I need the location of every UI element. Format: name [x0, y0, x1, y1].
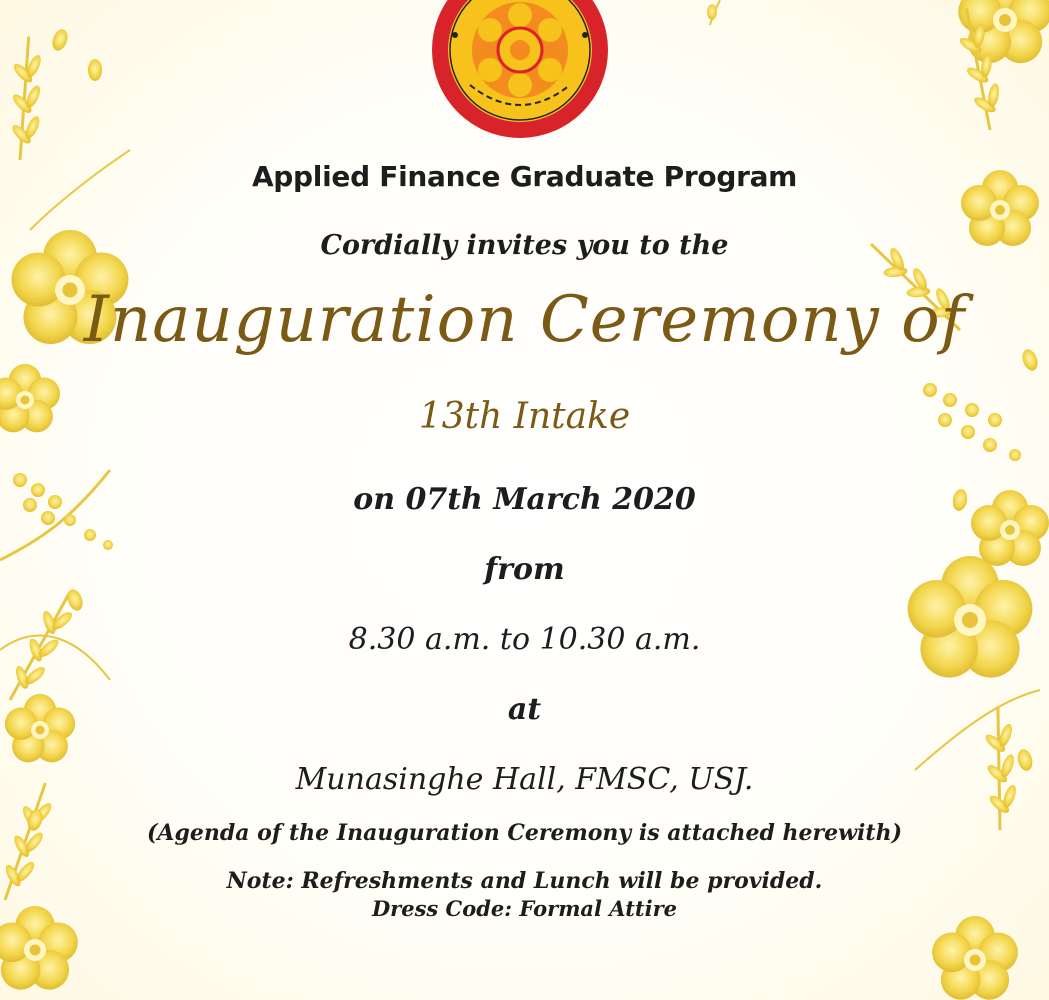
refreshments-note: Note: Refreshments and Lunch will be provided.	[226, 868, 823, 894]
event-date: on 07th March 2020	[353, 482, 696, 517]
agenda-note: (Agenda of the Inauguration Ceremony is attached herewith)	[147, 820, 902, 846]
event-venue: Munasinghe Hall, FMSC, USJ.	[295, 762, 754, 797]
university-seal-icon	[430, 0, 610, 145]
program-name: Applied Finance Graduate Program	[251, 160, 798, 193]
event-title: Inauguration Ceremony of	[83, 283, 966, 357]
intake-label: 13th Intake	[418, 396, 631, 437]
dress-code: Dress Code: Formal Attire	[371, 896, 678, 921]
from-label: from	[484, 552, 565, 587]
event-time: 8.30 a.m. to 10.30 a.m.	[348, 622, 701, 657]
at-label: at	[507, 692, 542, 727]
invite-line: Cordially invites you to the	[320, 230, 729, 261]
